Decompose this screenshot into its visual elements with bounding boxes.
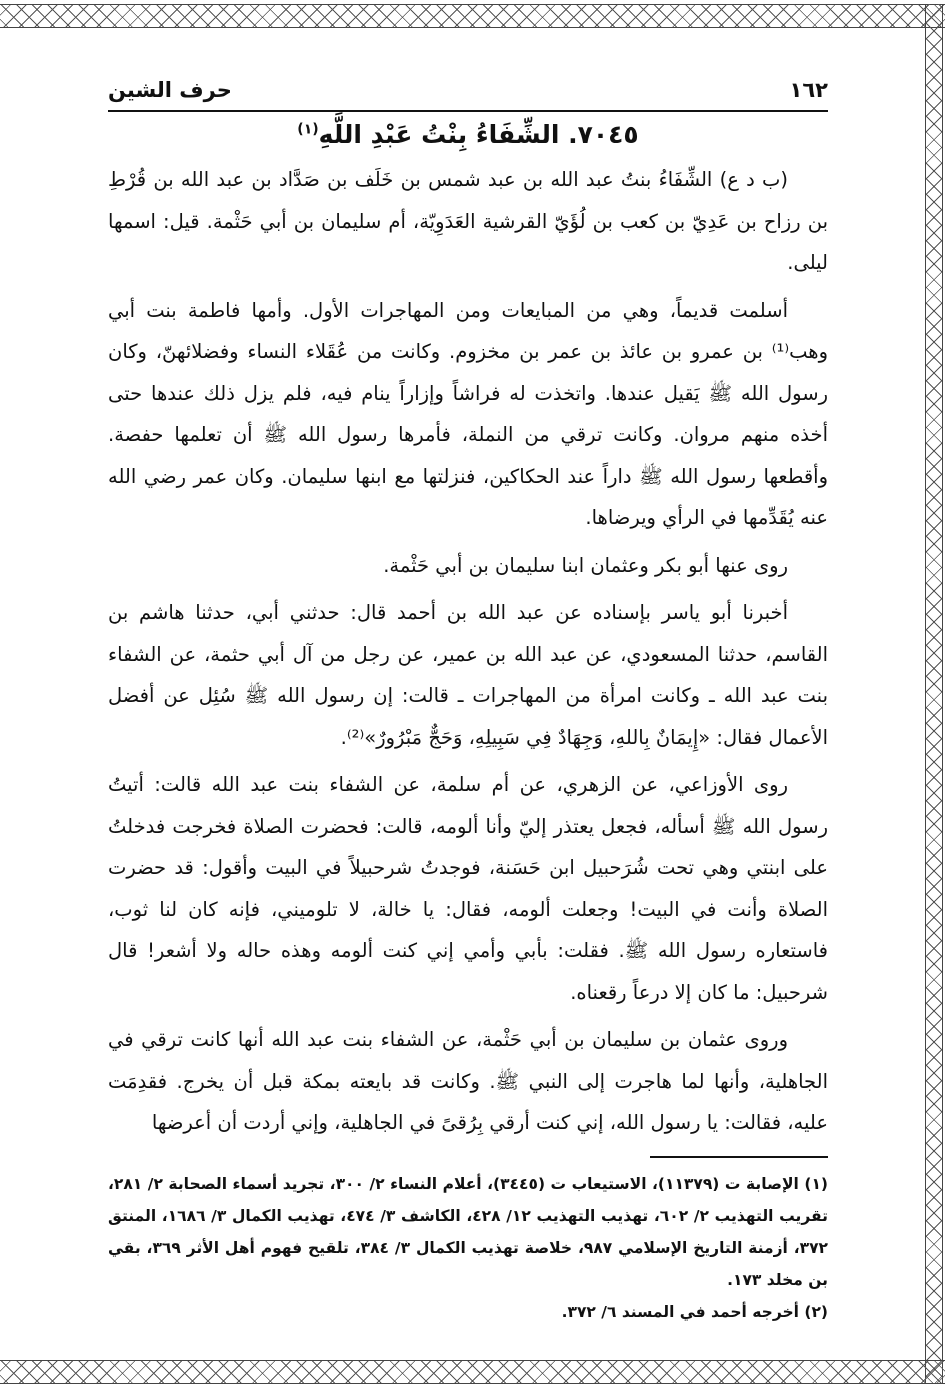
decorative-border-right: [925, 4, 943, 1384]
paragraph-uthman-narration: وروى عثمان بن سليمان بن أبي حَثْمة، عن الشفاء بنت عبد الله أنها كانت ترقي في الجاهلية، وأنها لما هاجرت إلى النبي ﷺ. وكانت قد بايعته بمكة قبل أن يخرج. فقدِمَت عليه، فقالت: يا رسول الله، إني كنت أرقي بِرُقىً في الجاهلية، وإني أردت أن أعرضها: [108, 1028, 828, 1134]
paragraph-narrators: روى عنها أبو بكر وعثمان ابنا سليمان بن أبي حَثْمة.: [383, 553, 788, 577]
page-number: ١٦٢: [789, 78, 828, 102]
running-head: [108, 78, 828, 112]
footnote-separator: [650, 1156, 828, 1158]
paragraph-hadith-chain: أخبرنا أبو ياسر بإسناده عن عبد الله بن أحمد قال: حدثني أبي، حدثنا هاشم بن القاسم، حدثنا المسعودي، عن عبد الله بن عمير، عن رجل من آل أبي حثمة، عن الشفاء بنت عبد الله ـ وكانت امرأة من المهاجرات ـ قالت: إن رسول الله ﷺ سُئِل عن أفضل الأعمال فقال: «إِيمَانٌ بِاللهِ، وَجِهَادٌ فِي سَبِيلِهِ، وَحَجٌّ مَبْرُورٌ»⁽²⁾.: [108, 601, 828, 749]
footnote-2: (٢) أخرجه أحمد في المسند ٦/ ٣٧٢.: [561, 1302, 828, 1321]
entry-title-footnote-marker: (١): [297, 121, 319, 138]
footnote-1: (١) الإصابة ت (١١٣٧٩)، الاستيعاب ت (٣٤٤٥)، أعلام النساء ٢/ ٣٠٠، تجريد أسماء الصحابة ٢/ ٢٨١، تقريب التهذيب ٢/ ٦٠٢، تهذيب التهذيب ١٢/ ٤٢٨، الكاشف ٣/ ٤٧٤، تهذيب الكمال ٣/ ١٦٨٦، المنتق ٣٧٢، أزمنة التاريخ الإسلامي ٩٨٧، خلاصة تهذيب الكمال ٣/ ٣٨٤، تلقيح فهوم أهل الأثر ٣٦٩، بقي بن مخلد ١٧٣.: [108, 1174, 828, 1289]
paragraph-biography: أسلمت قديماً، وهي من المبايعات ومن المهاجرات الأول. وأمها فاطمة بنت أبي وهب⁽¹⁾ بن عمرو بن عائذ بن عمر بن مخزوم. وكانت من عُقَلاء النساء وفضلائهنّ، وكان رسول الله ﷺ يَقيل عندها. واتخذت له فراشاً وإزاراً ينام فيه، فلم يزل ذلك عندها حتى أخذه منهم مروان. وكانت ترقي من النملة، فأمرها رسول الله ﷺ أن تعلمها حفصة. وأقطعها رسول الله ﷺ داراً عند الحكاكين، فنزلتها مع ابنها سليمان. وكان عمر رضي الله عنه يُقَدِّمها في الرأي ويرضاها.: [108, 298, 828, 529]
section-title: حرف الشين: [108, 78, 232, 102]
entry-title-text: ٧٠٤٥. الشِّفَاءُ بِنْتُ عَبْدِ اللَّهِ: [318, 120, 639, 149]
paragraph-lineage: (ب د ع) الشِّفَاءُ بنتُ عبد الله بن عبد شمس بن خَلَف بن صَدَّاد بن عبد الله بن قُرْطِ بن رزاح بن عَدِيّ بن كعب بن لُؤَيّ القرشية العَدَوِيّة، أم سليمان بن أبي حَثْمة. قيل: اسمها ليلى.: [108, 168, 828, 274]
decorative-border-bottom: [0, 1360, 945, 1384]
decorative-border-top: [0, 4, 945, 28]
entry-title: [108, 120, 828, 149]
book-page: [108, 78, 828, 1328]
paragraph-awzai-narration: روى الأوزاعي، عن الزهري، عن أم سلمة، عن الشفاء بنت عبد الله قالت: أتيتُ رسول الله ﷺ أسأله، فجعل يعتذر إليّ وأنا ألومه، قالت: فحضرت الصلاة فخرجت فدخلتُ على ابنتي وهي تحت شُرَحبيل ابن حَسَنة، فوجدتُ شرحبيلاً في البيت وأقول: قد حضرت الصلاة وأنت في البيت! وجعلت ألومه، فقال: يا خالة، لا تلوميني، فإنه كان لنا ثوب، فاستعاره رسول الله ﷺ. فقلت: بأبي وأمي إني كنت ألومه وهذه حاله ولا أشعر! قال شرحبيل: ما كان إلا درعاً رقعناه.: [108, 773, 828, 1004]
